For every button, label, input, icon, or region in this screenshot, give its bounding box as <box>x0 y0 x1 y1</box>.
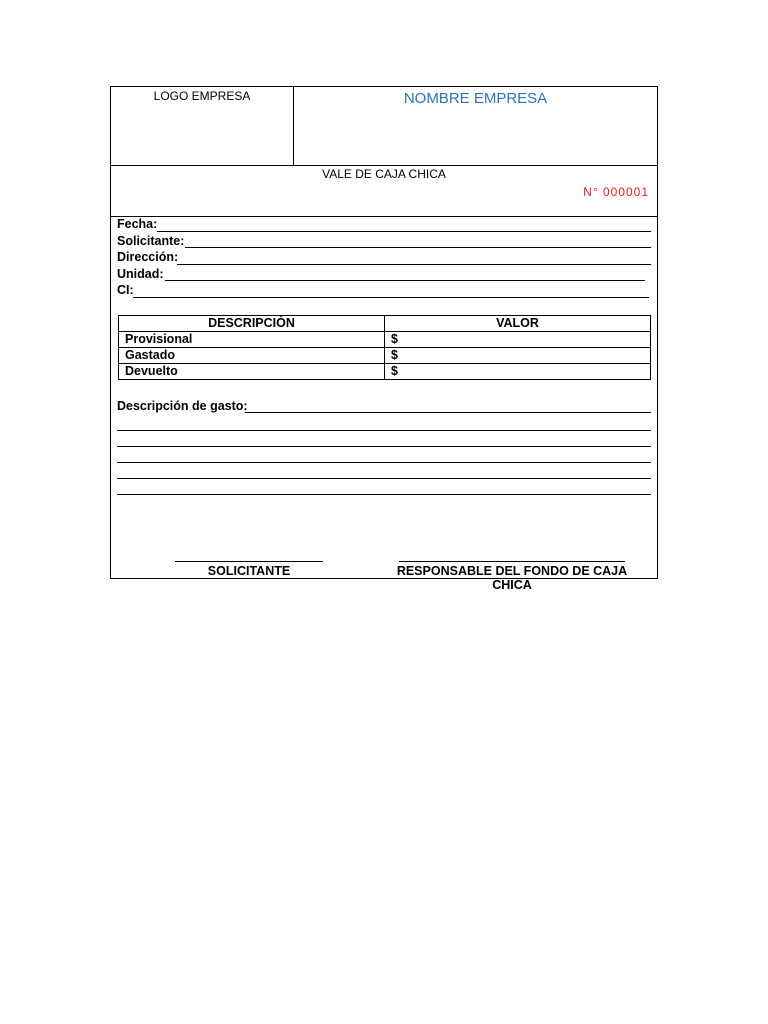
unit-line <box>165 280 645 281</box>
unit-field[interactable] <box>117 267 651 284</box>
voucher-title: VALE DE CAJA CHICA <box>322 167 446 181</box>
expense-description-label: Descripción de gasto: <box>117 399 248 413</box>
expense-description-line <box>117 431 651 447</box>
address-field[interactable] <box>117 250 651 267</box>
description-column-header: DESCRIPCIÓN <box>119 316 385 332</box>
row-value[interactable]: $ <box>385 332 651 348</box>
row-value[interactable]: $ <box>385 364 651 380</box>
expense-description-line <box>117 463 651 479</box>
requester-signature[interactable] <box>169 561 329 578</box>
requester-signature-line <box>175 561 323 562</box>
expense-description-line <box>245 412 651 413</box>
date-field[interactable] <box>117 217 651 234</box>
ci-label: CI: <box>117 283 134 297</box>
petty-cash-voucher <box>110 86 658 592</box>
requester-field[interactable] <box>117 234 651 251</box>
expense-description-field[interactable] <box>117 399 651 415</box>
custodian-signature-label: RESPONSABLE DEL FONDO DE CAJA CHICA <box>396 564 628 592</box>
requester-line <box>185 247 651 248</box>
requester-signature-label: SOLICITANTE <box>207 564 291 578</box>
date-label: Fecha: <box>117 217 158 231</box>
ci-line <box>133 297 649 298</box>
requester-label: Solicitante: <box>117 233 185 248</box>
voucher-fields <box>117 217 651 300</box>
expense-description-line <box>117 479 651 495</box>
row-description: Gastado <box>119 348 385 364</box>
table-row <box>119 332 651 348</box>
amounts-table <box>118 315 651 380</box>
voucher-number: N° 000001 <box>583 185 649 199</box>
custodian-signature[interactable] <box>381 561 643 592</box>
table-header-row <box>119 316 651 332</box>
company-name: NOMBRE EMPRESA <box>403 90 548 107</box>
logo-cell <box>111 87 294 165</box>
address-line <box>177 264 651 265</box>
row-description: Provisional <box>119 332 385 348</box>
unit-label: Unidad: <box>117 266 164 281</box>
title-band <box>111 166 657 217</box>
expense-description-line <box>117 447 651 463</box>
table-row <box>119 364 651 380</box>
table-row <box>119 348 651 364</box>
expense-description-line <box>117 415 651 431</box>
custodian-signature-line <box>399 561 625 562</box>
voucher-header <box>111 87 657 166</box>
expense-description-block[interactable] <box>117 399 651 495</box>
row-value[interactable]: $ <box>385 348 651 364</box>
date-line <box>157 231 651 232</box>
logo-placeholder-label: LOGO EMPRESA <box>153 89 251 103</box>
address-label: Dirección: <box>117 250 179 264</box>
value-column-header: VALOR <box>385 316 651 332</box>
row-description: Devuelto <box>119 364 385 380</box>
ci-field[interactable] <box>117 283 651 300</box>
